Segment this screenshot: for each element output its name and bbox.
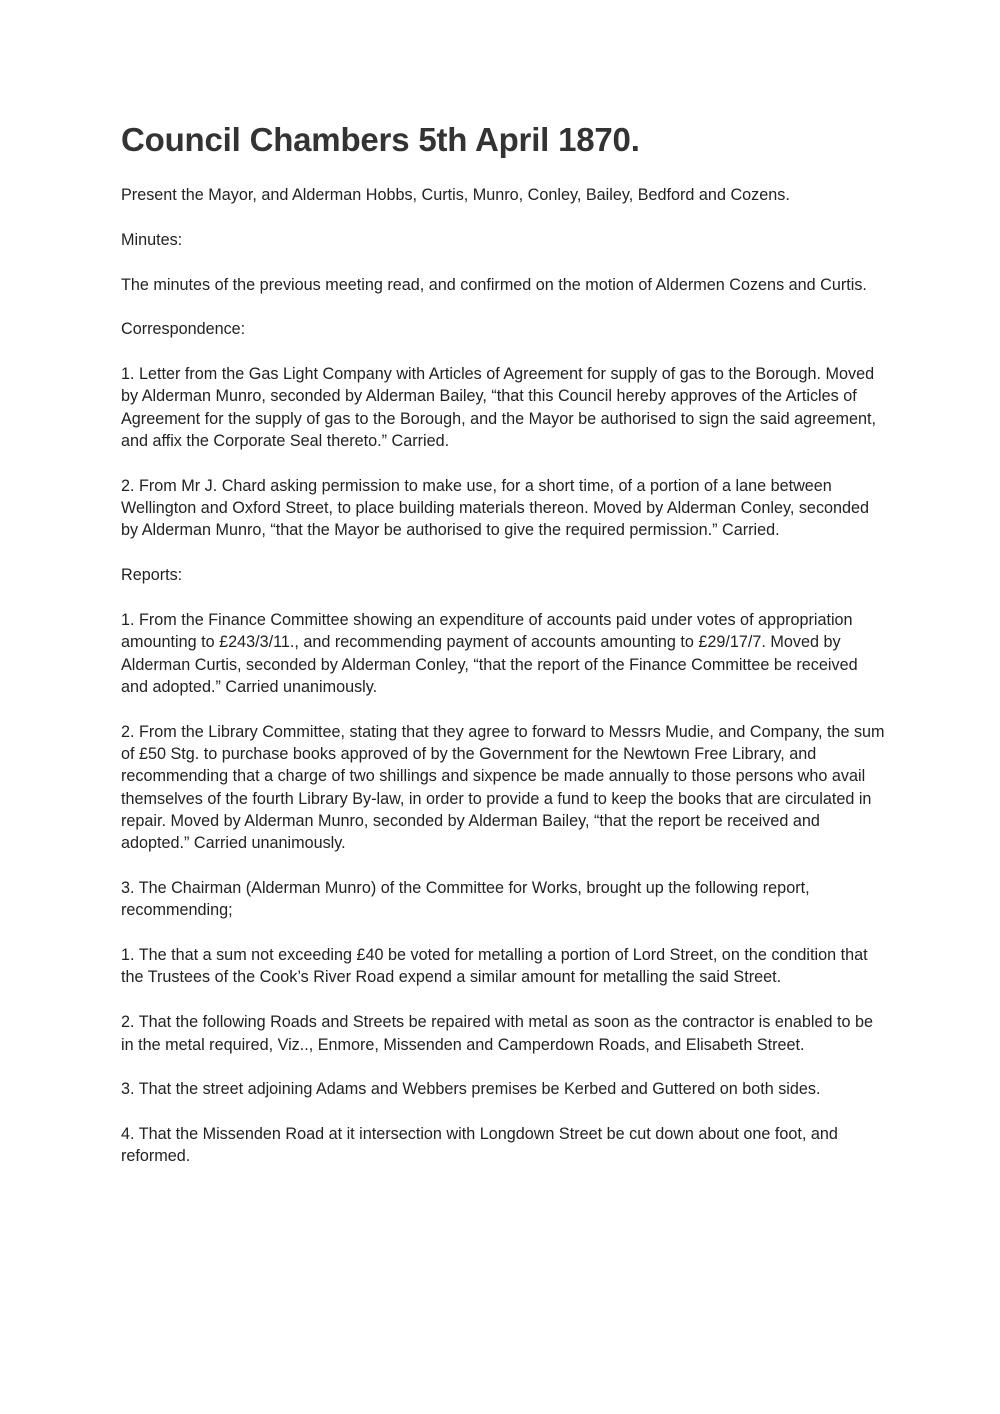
section-heading-reports: Reports: <box>121 566 183 585</box>
minutes-paragraph: The minutes of the previous meeting read, and confirmed on the motion of Aldermen Cozens and Curtis. <box>121 275 867 294</box>
correspondence-item-1: 1. Letter from the Gas Light Company with Articles of Agreement for supply of gas to the Borough. Moved by Alderman Munro, seconded by Alderman Bailey, “that this Council hereby approves of the Articles of Agreement for the supply of gas to the Borough, and the Mayor be authorised to sign the said agreement, and affix the Corporate Seal thereto.” Carried. <box>121 365 876 451</box>
report-item-1: 1. From the Finance Committee showing an expenditure of accounts paid under votes of appropriation amounting to £243/3/11., and recommending payment of accounts amounting to £29/17/7. Moved by Alderman Curtis, seconded by Alderman Conley, “that the report of the Finance Committee be received and adopted.” Carried unanimously. <box>121 611 858 696</box>
page-title: Council Chambers 5th April 1870. <box>121 121 640 158</box>
attendance-paragraph: Present the Mayor, and Alderman Hobbs, Curtis, Munro, Conley, Bailey, Bedford and Cozens. <box>121 186 790 204</box>
report-item-3: 3. The Chairman (Alderman Munro) of the Committee for Works, brought up the following report, recommending; <box>121 879 810 920</box>
report-item-2: 2. From the Library Committee, stating that they agree to forward to Messrs Mudie, and Company, the sum of £50 Stg. to purchase books approved of by the Government for the Newtown Free Library, and recommending that a charge of two shillings and sixpence be made annually to those persons who avail themselves of the fourth Library By-law, in order to provide a fund to keep the books that are circulated in repair. Moved by Alderman Munro, seconded by Alderman Bailey, “that the report be received and adopted.” Carried unanimously. <box>121 722 885 853</box>
recommendation-item-1: 1. The that a sum not exceeding £40 be voted for metalling a portion of Lord Street, on the condition that the Trustees of the Cook’s River Road expend a similar amount for metalling the said Street. <box>121 946 868 987</box>
document-body <box>121 120 886 1190</box>
recommendation-item-2: 2. That the following Roads and Streets be repaired with metal as soon as the contractor is enabled to be in the metal required, Viz.., Enmore, Missenden and Camperdown Roads, and Elisabeth Street. <box>121 1013 873 1054</box>
recommendation-item-3: 3. That the street adjoining Adams and Webbers premises be Kerbed and Guttered on both sides. <box>121 1080 821 1099</box>
section-heading-correspondence: Correspondence: <box>121 320 246 339</box>
correspondence-item-2: 2. From Mr J. Chard asking permission to make use, for a short time, of a portion of a lane between Wellington and Oxford Street, to place building materials thereon. Moved by Alderman Conley, seconded by Alderman Munro, “that the Mayor be authorised to give the required permission.” Carried. <box>121 476 870 540</box>
section-heading-minutes: Minutes: <box>121 230 183 249</box>
recommendation-item-4: 4. That the Missenden Road at it intersection with Longdown Street be cut down about one foot, and reformed. <box>121 1125 838 1166</box>
